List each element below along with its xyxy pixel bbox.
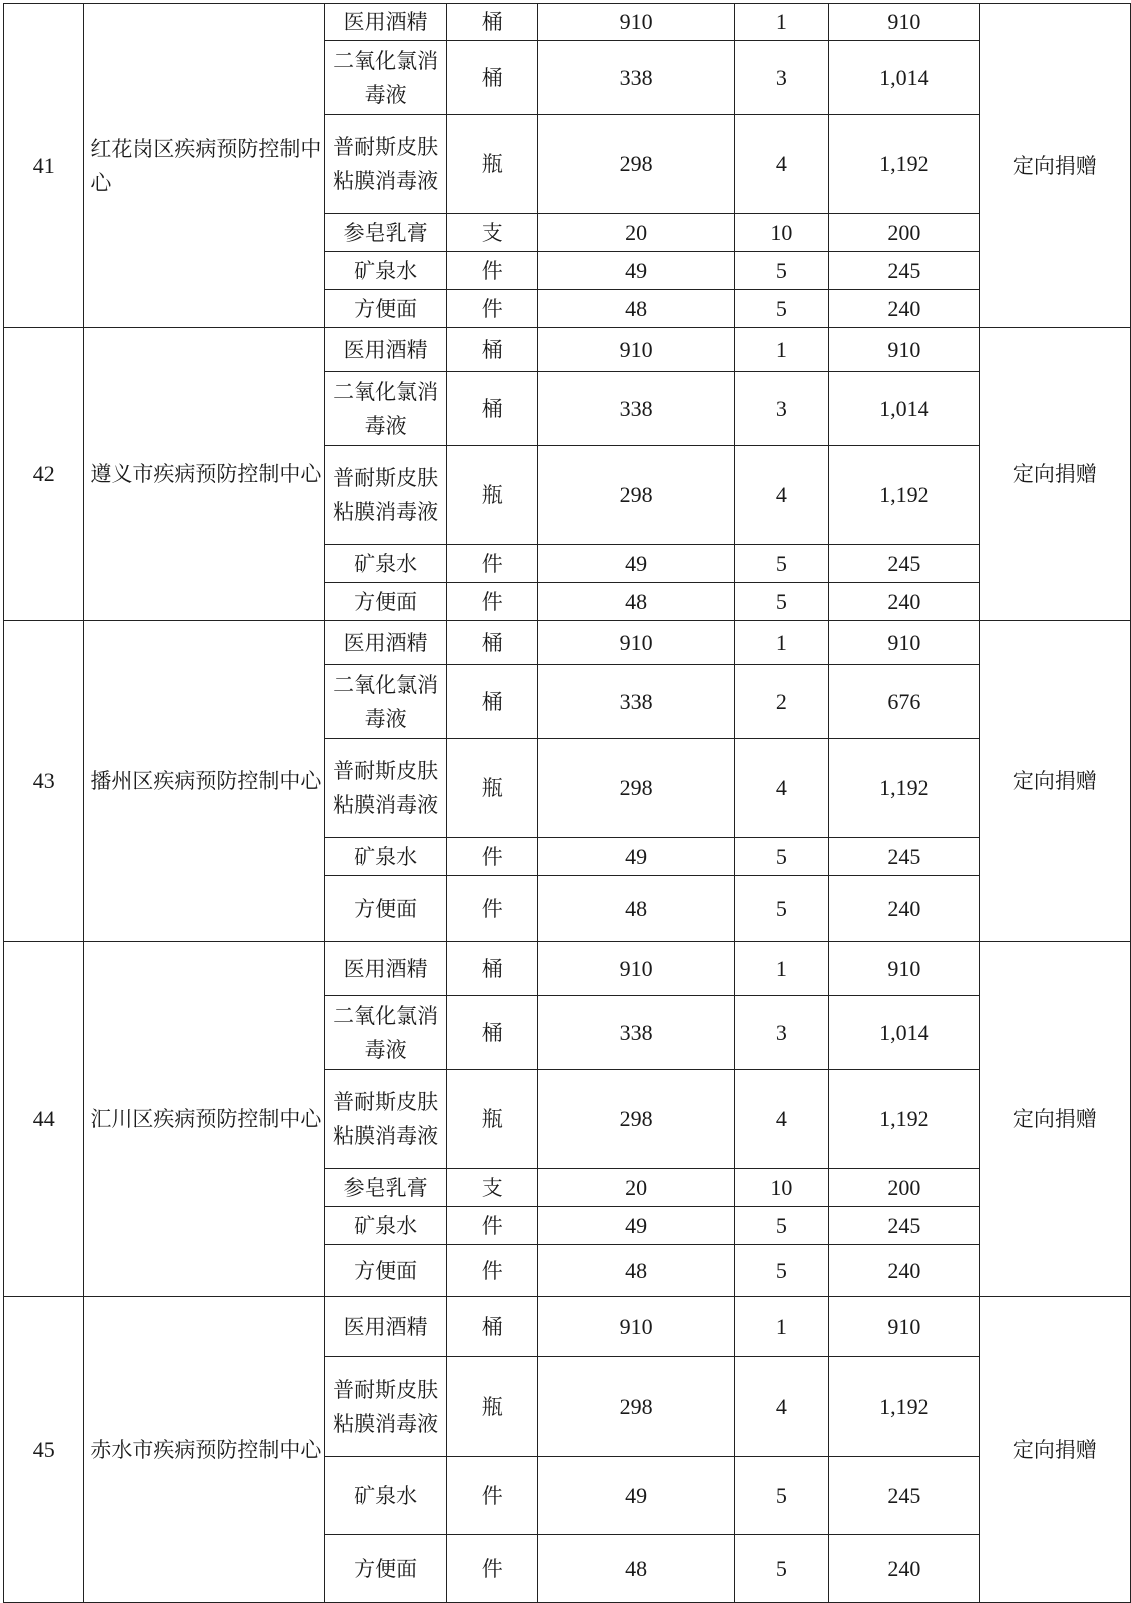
table-row xyxy=(4,621,1131,665)
item-name-cell: 矿泉水 xyxy=(325,838,447,876)
unit-cell: 件 xyxy=(447,1207,538,1245)
amount-cell: 240 xyxy=(829,876,980,942)
item-name-cell: 方便面 xyxy=(325,876,447,942)
quantity-cell: 1 xyxy=(734,4,828,41)
donation-type-cell: 定向捐赠 xyxy=(979,4,1130,328)
quantity-cell: 5 xyxy=(734,876,828,942)
unit-price-cell: 49 xyxy=(538,838,734,876)
unit-price-cell: 910 xyxy=(538,621,734,665)
item-name-cell: 医用酒精 xyxy=(325,4,447,41)
quantity-cell: 4 xyxy=(734,115,828,214)
quantity-cell: 10 xyxy=(734,1169,828,1207)
unit-price-cell: 338 xyxy=(538,372,734,446)
serial-number-cell: 42 xyxy=(4,328,84,621)
item-name-cell: 参皂乳膏 xyxy=(325,214,447,252)
unit-price-cell: 338 xyxy=(538,996,734,1070)
unit-cell: 桶 xyxy=(447,942,538,996)
quantity-cell: 4 xyxy=(734,1357,828,1457)
recipient-cell: 汇川区疾病预防控制中心 xyxy=(84,942,325,1297)
amount-cell: 240 xyxy=(829,1245,980,1297)
quantity-cell: 5 xyxy=(734,1207,828,1245)
quantity-cell: 5 xyxy=(734,1535,828,1603)
unit-cell: 支 xyxy=(447,214,538,252)
item-name-cell: 医用酒精 xyxy=(325,621,447,665)
amount-cell: 1,192 xyxy=(829,1357,980,1457)
unit-price-cell: 338 xyxy=(538,41,734,115)
unit-cell: 件 xyxy=(447,838,538,876)
recipient-cell: 遵义市疾病预防控制中心 xyxy=(84,328,325,621)
amount-cell: 245 xyxy=(829,252,980,290)
amount-cell: 910 xyxy=(829,328,980,372)
quantity-cell: 4 xyxy=(734,446,828,545)
unit-cell: 支 xyxy=(447,1169,538,1207)
quantity-cell: 5 xyxy=(734,1245,828,1297)
quantity-cell: 3 xyxy=(734,372,828,446)
unit-cell: 桶 xyxy=(447,328,538,372)
quantity-cell: 2 xyxy=(734,665,828,739)
donation-type-cell: 定向捐赠 xyxy=(979,1297,1130,1603)
item-name-cell: 方便面 xyxy=(325,583,447,621)
unit-cell: 瓶 xyxy=(447,446,538,545)
quantity-cell: 5 xyxy=(734,838,828,876)
amount-cell: 245 xyxy=(829,545,980,583)
amount-cell: 1,192 xyxy=(829,739,980,838)
unit-price-cell: 910 xyxy=(538,328,734,372)
unit-price-cell: 20 xyxy=(538,214,734,252)
quantity-cell: 5 xyxy=(734,545,828,583)
item-name-cell: 方便面 xyxy=(325,1535,447,1603)
unit-cell: 瓶 xyxy=(447,1357,538,1457)
table-body xyxy=(4,4,1131,1603)
amount-cell: 245 xyxy=(829,838,980,876)
unit-price-cell: 20 xyxy=(538,1169,734,1207)
recipient-cell: 赤水市疾病预防控制中心 xyxy=(84,1297,325,1603)
quantity-cell: 1 xyxy=(734,621,828,665)
amount-cell: 240 xyxy=(829,583,980,621)
unit-price-cell: 298 xyxy=(538,1070,734,1169)
unit-cell: 件 xyxy=(447,583,538,621)
unit-cell: 桶 xyxy=(447,621,538,665)
amount-cell: 910 xyxy=(829,621,980,665)
unit-price-cell: 49 xyxy=(538,252,734,290)
quantity-cell: 5 xyxy=(734,252,828,290)
amount-cell: 240 xyxy=(829,290,980,328)
unit-price-cell: 49 xyxy=(538,1457,734,1535)
quantity-cell: 1 xyxy=(734,328,828,372)
unit-price-cell: 298 xyxy=(538,115,734,214)
unit-cell: 桶 xyxy=(447,665,538,739)
item-name-cell: 矿泉水 xyxy=(325,545,447,583)
quantity-cell: 3 xyxy=(734,41,828,115)
item-name-cell: 矿泉水 xyxy=(325,1207,447,1245)
unit-price-cell: 48 xyxy=(538,583,734,621)
unit-cell: 件 xyxy=(447,1245,538,1297)
unit-price-cell: 298 xyxy=(538,739,734,838)
serial-number-cell: 44 xyxy=(4,942,84,1297)
unit-cell: 件 xyxy=(447,876,538,942)
table-row xyxy=(4,328,1131,372)
unit-price-cell: 48 xyxy=(538,1535,734,1603)
item-name-cell: 普耐斯皮肤粘膜消毒液 xyxy=(325,1070,447,1169)
item-name-cell: 医用酒精 xyxy=(325,328,447,372)
recipient-cell: 播州区疾病预防控制中心 xyxy=(84,621,325,942)
item-name-cell: 普耐斯皮肤粘膜消毒液 xyxy=(325,1357,447,1457)
item-name-cell: 矿泉水 xyxy=(325,252,447,290)
item-name-cell: 普耐斯皮肤粘膜消毒液 xyxy=(325,446,447,545)
amount-cell: 1,014 xyxy=(829,372,980,446)
amount-cell: 245 xyxy=(829,1457,980,1535)
unit-cell: 桶 xyxy=(447,372,538,446)
unit-cell: 件 xyxy=(447,545,538,583)
unit-cell: 桶 xyxy=(447,996,538,1070)
unit-cell: 瓶 xyxy=(447,739,538,838)
item-name-cell: 普耐斯皮肤粘膜消毒液 xyxy=(325,115,447,214)
quantity-cell: 1 xyxy=(734,942,828,996)
donation-type-cell: 定向捐赠 xyxy=(979,942,1130,1297)
item-name-cell: 二氧化氯消毒液 xyxy=(325,665,447,739)
recipient-cell: 红花岗区疾病预防控制中心 xyxy=(84,4,325,328)
unit-price-cell: 338 xyxy=(538,665,734,739)
quantity-cell: 4 xyxy=(734,1070,828,1169)
donation-table xyxy=(3,3,1131,1603)
item-name-cell: 二氧化氯消毒液 xyxy=(325,996,447,1070)
serial-number-cell: 45 xyxy=(4,1297,84,1603)
unit-cell: 件 xyxy=(447,1457,538,1535)
unit-price-cell: 48 xyxy=(538,1245,734,1297)
amount-cell: 910 xyxy=(829,942,980,996)
quantity-cell: 4 xyxy=(734,739,828,838)
donation-type-cell: 定向捐赠 xyxy=(979,328,1130,621)
amount-cell: 1,192 xyxy=(829,115,980,214)
unit-cell: 瓶 xyxy=(447,115,538,214)
unit-cell: 件 xyxy=(447,252,538,290)
unit-price-cell: 48 xyxy=(538,876,734,942)
table-row xyxy=(4,942,1131,996)
unit-price-cell: 298 xyxy=(538,1357,734,1457)
amount-cell: 676 xyxy=(829,665,980,739)
amount-cell: 200 xyxy=(829,214,980,252)
donation-type-cell: 定向捐赠 xyxy=(979,621,1130,942)
serial-number-cell: 41 xyxy=(4,4,84,328)
quantity-cell: 1 xyxy=(734,1297,828,1357)
unit-cell: 瓶 xyxy=(447,1070,538,1169)
amount-cell: 1,014 xyxy=(829,996,980,1070)
amount-cell: 245 xyxy=(829,1207,980,1245)
unit-price-cell: 910 xyxy=(538,4,734,41)
quantity-cell: 3 xyxy=(734,996,828,1070)
unit-cell: 桶 xyxy=(447,41,538,115)
unit-price-cell: 49 xyxy=(538,545,734,583)
item-name-cell: 参皂乳膏 xyxy=(325,1169,447,1207)
item-name-cell: 二氧化氯消毒液 xyxy=(325,372,447,446)
amount-cell: 1,192 xyxy=(829,446,980,545)
item-name-cell: 医用酒精 xyxy=(325,1297,447,1357)
amount-cell: 200 xyxy=(829,1169,980,1207)
quantity-cell: 5 xyxy=(734,290,828,328)
unit-price-cell: 48 xyxy=(538,290,734,328)
quantity-cell: 10 xyxy=(734,214,828,252)
serial-number-cell: 43 xyxy=(4,621,84,942)
amount-cell: 1,014 xyxy=(829,41,980,115)
unit-cell: 桶 xyxy=(447,4,538,41)
item-name-cell: 普耐斯皮肤粘膜消毒液 xyxy=(325,739,447,838)
unit-price-cell: 910 xyxy=(538,942,734,996)
unit-cell: 件 xyxy=(447,1535,538,1603)
item-name-cell: 矿泉水 xyxy=(325,1457,447,1535)
item-name-cell: 医用酒精 xyxy=(325,942,447,996)
unit-price-cell: 910 xyxy=(538,1297,734,1357)
item-name-cell: 方便面 xyxy=(325,1245,447,1297)
amount-cell: 910 xyxy=(829,1297,980,1357)
unit-price-cell: 298 xyxy=(538,446,734,545)
quantity-cell: 5 xyxy=(734,1457,828,1535)
amount-cell: 1,192 xyxy=(829,1070,980,1169)
table-row xyxy=(4,4,1131,41)
item-name-cell: 二氧化氯消毒液 xyxy=(325,41,447,115)
quantity-cell: 5 xyxy=(734,583,828,621)
unit-cell: 件 xyxy=(447,290,538,328)
amount-cell: 240 xyxy=(829,1535,980,1603)
unit-cell: 桶 xyxy=(447,1297,538,1357)
item-name-cell: 方便面 xyxy=(325,290,447,328)
table-row xyxy=(4,1297,1131,1357)
amount-cell: 910 xyxy=(829,4,980,41)
unit-price-cell: 49 xyxy=(538,1207,734,1245)
